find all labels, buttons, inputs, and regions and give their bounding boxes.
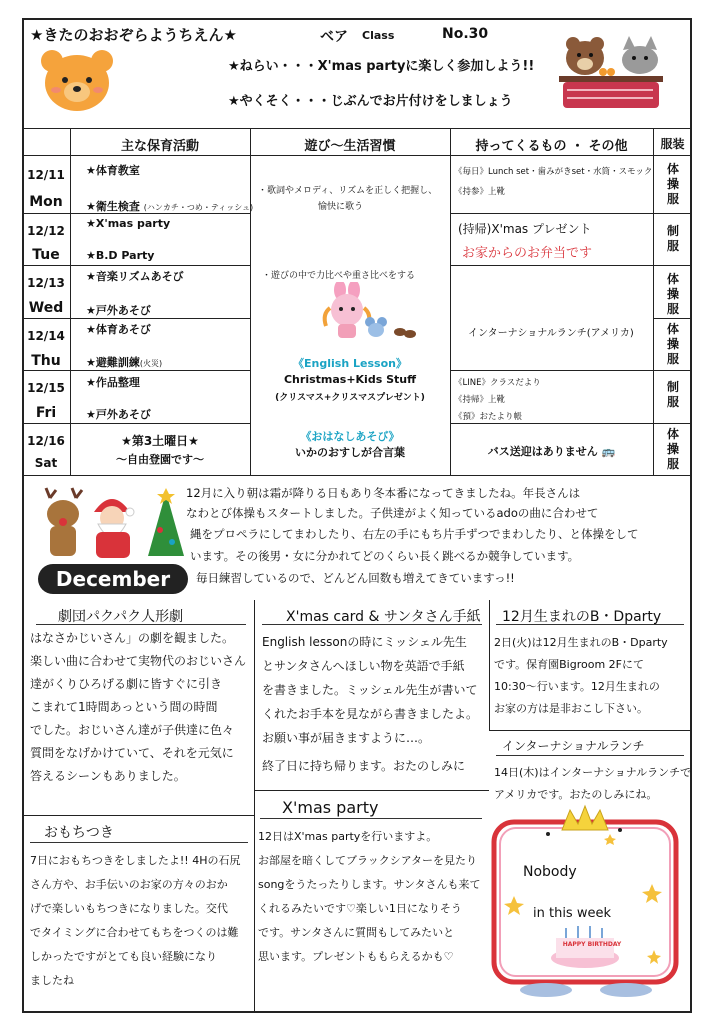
card-line: English lessonの時にミッシェル先生 [262,635,467,649]
santa-reindeer-tree-icon [36,486,192,564]
row-day: Tue [32,247,60,263]
intl-title-underline [496,755,684,756]
bear-face-icon [38,45,118,115]
story-body: いかのおすしが合言葉 [295,446,405,459]
party-title-underline [260,818,482,819]
puppet-line: はなさかじいさん」の劇を観ました。 [30,631,235,645]
mochi-line: 7日におもちつきをしましたよ!! 4Hの石尻 [30,854,241,867]
items-thu: インターナショナルランチ(アメリカ) [468,328,634,339]
english-lesson-title: 《English Lesson》 [293,357,407,370]
class-name: ベア [320,29,348,45]
puppet-line: 答えるシーンもありました。 [30,769,186,783]
header-dress: 服装 [660,137,685,151]
bday-line: 10:30～行います。12月生まれの [494,680,660,693]
row-activity-note: (ハンカチ・つめ・ティッシュ) [143,203,254,212]
december-text-4: います。その後男・女に分かれてどのくらい長く跳べるか競争しています。 [190,549,580,563]
row-date: 12/11 [27,168,65,182]
row-dress: 体 操 服 [666,322,679,366]
bday-title-underline [496,624,684,625]
play-text-2: ・遊びの中で力比べや重さ比べをする [262,271,416,281]
row-activity-2: ★B.D Party [86,249,155,262]
party-line: songをうたったりします。サンタさんも来て [258,878,481,891]
items-mon-1: 《毎日》Lunch set・歯みがきset・水筒・スモック [454,167,653,177]
nobody-line-2: in this week [533,906,611,921]
card-line: を書きました。ミッシェル先生が書いて [262,683,478,697]
issue-number: No.30 [442,26,489,42]
items-fri-1: 《LINE》クラスだより [454,378,541,388]
row-activity-2: ★戸外あそび [86,408,151,421]
row-day: Wed [28,300,64,316]
row-activity-1: ★体育教室 [86,164,140,177]
puppet-line: 達がくりひろげる劇に皆すぐに引き [30,677,223,691]
bunny-mouse-icon [308,282,420,344]
row-activity-1: ★音楽リズムあそび [86,270,184,283]
cake-label: HAPPY BIRTHDAY [562,941,622,948]
puppet-line: こまれて1時間あっという間の時間 [30,700,218,714]
party-line: くれるみたいです♡楽しい1日になりそう [258,902,462,915]
school-name: ★きたのおおぞらようちえん★ [30,26,237,44]
bday-line: 2日(火)は12月生まれのB・Dparty [494,636,668,649]
party-line: お部屋を暗くしてブラックシアターを見たり [258,854,478,867]
card-line: 終了日に持ち帰ります。おたのしみに [262,759,466,773]
row-activity-note: (火災) [139,359,163,368]
party-line: 思います。プレゼントももらえるかも♡ [258,950,454,963]
december-text-5: 毎日練習しているので、どんどん回数も増えてきていますっ!! [196,571,515,585]
header-play: 遊び～生活習慣 [304,139,396,154]
bday-line: お家の方は是非おこし下さい。 [494,702,648,715]
row-activity-1: ★体育あそび [86,323,151,336]
bday-line: です。保育園Bigroom 2Fにて [494,658,644,671]
row-dress: 制 服 [666,380,679,409]
english-lesson-sub: (クリスマス+クリスマスプレゼント) [275,393,425,403]
row-activity-1: ★作品整理 [86,376,140,389]
row-day: Sat [34,456,58,470]
story-title: 《おはなしあそび》 [300,430,400,443]
items-fri-2: 《持帰》上靴 [454,395,506,405]
card-line: とサンタさんへほしい物を英語で手紙 [262,659,465,673]
intl-line: 14日(木)はインターナショナルランチで [494,766,692,779]
row-dress: 制 服 [666,224,679,253]
header-activities: 主な保育活動 [120,139,199,154]
puppet-line: 楽しい曲に合わせて実物代のおじいさん [30,654,247,668]
intl-title: インターナショナルランチ [502,739,645,753]
row-activity-2: ★衛生検査 (ハンカチ・つめ・ティッシュ) [86,200,254,213]
party-line: です。サンタさんに質問もしてみたいと [258,926,455,939]
english-lesson-body: Christmas+Kids Stuff [283,373,417,386]
december-text-1: 12月に入り朝は霜が降りる日もあり冬本番になってきましたね。年長さんは [186,486,581,500]
header-items: 持ってくるもの ・ その他 [475,139,628,154]
puppet-line: 質問をなげかけていて、それを元気に [30,746,234,760]
row-date: 12/12 [27,224,65,238]
mochi-line: しかったですがとても良い経験になり [30,950,217,963]
nobody-line-1: Nobody [523,864,577,880]
items-sat: バス送迎はありません 🚌 [487,445,616,458]
party-title: X'mas party [282,798,379,817]
row-activity-2: ★避難訓練(火災) [86,356,163,369]
row-date: 12/15 [27,381,65,395]
party-line: 12日はX'mas partyを行いますよ。 [258,830,438,843]
mochi-title-underline [30,842,248,843]
puppet-title: 劇団パクパク人形劇 [58,609,184,625]
play-text-1b: 愉快に歌う [318,202,364,212]
mochi-line: でタイミングに合わせてもちをつくのは難 [30,926,239,939]
card-title: X'mas card & サンタさん手紙 [286,609,481,625]
puppet-title-underline [36,624,246,625]
class-label: Class [362,29,395,42]
items-mon-2: 《持参》上靴 [454,187,506,197]
december-text-2: なわとび体操もスタートしました。子供達がよく知っているadoの曲に合わせて [186,506,599,520]
row-dress: 体 操 服 [666,162,679,206]
row-activity-1: ★X'mas party [86,217,171,230]
row-dress: 体 操 服 [666,272,679,316]
bear-cat-kotatsu-icon [553,30,669,112]
puppet-line: でした。おじいさん達が子供達に色々 [30,723,235,737]
birthday-frame-illustration [486,800,684,1005]
promise-text: ★やくそく・・・じぶんでお片付けをしましょう [228,94,513,109]
row-day: Fri [35,405,57,421]
items-tue-1: (持帰)X'mas プレゼント [458,222,592,236]
mochi-line: ましたね [30,974,74,987]
row-activity-1: ★第3土曜日★ [121,434,199,448]
aim-text: ★ねらい・・・X'mas partyに楽しく参加しよう!! [228,59,535,74]
card-line: くれたお手本を見ながら書きましたよ。 [262,707,479,721]
row-dress: 体 操 服 [666,427,679,471]
row-day: Thu [31,353,61,369]
row-activity-2: ～自由登園です～ [116,453,204,466]
december-badge: December [38,564,188,594]
card-line: お願い事が届きますように…。 [262,731,431,745]
play-text-1: ・歌詞やメロディ、リズムを正しく把握し、 [258,186,438,196]
row-day: Mon [29,194,63,210]
bday-title: 12月生まれのB・Dparty [502,609,662,625]
row-date: 12/13 [27,276,65,290]
row-date: 12/16 [27,434,65,448]
bus-icon: 🚌 [601,445,616,458]
items-fri-3: 《預》おたより帳 [454,412,523,422]
mochi-line: さん方や、お手伝いのお家の方々のおか [30,878,228,891]
card-title-underline [262,624,482,625]
items-tue-2: お家からのお弁当です [462,246,593,261]
row-activity-2: ★戸外あそび [86,304,151,317]
intl-line: アメリカです。おたのしみにね。 [494,788,658,801]
mochi-line: げで楽しいもちつきになりました。交代 [30,902,228,915]
row-date: 12/14 [27,329,65,343]
december-text-3: 縄をプロペラにしてまわしたり、右左の手にもち片手ずつでまわしたり、と体操をして [190,527,639,541]
mochi-title: おもちつき [44,825,114,841]
